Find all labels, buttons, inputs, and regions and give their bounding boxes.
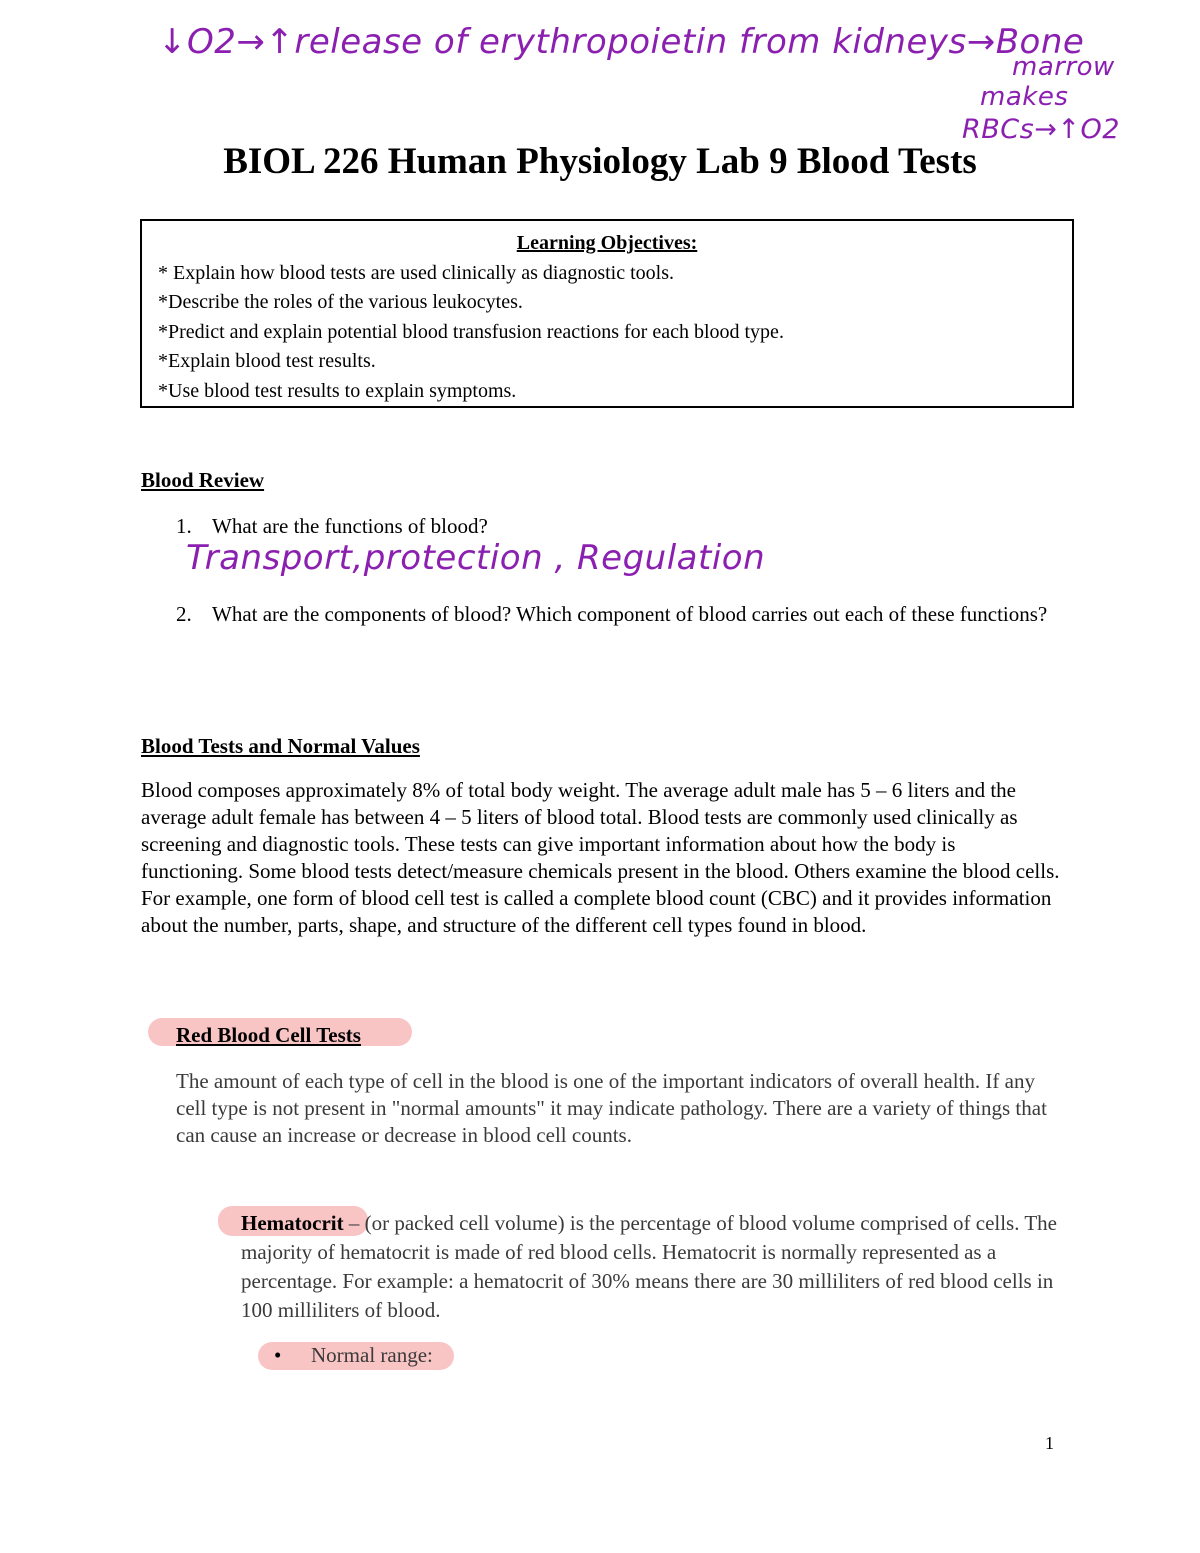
page-number: 1 xyxy=(1045,1433,1054,1453)
handwritten-note-line3: makes xyxy=(980,82,1069,112)
objective-item: *Explain blood test results. xyxy=(158,350,376,372)
rbc-tests-heading: Red Blood Cell Tests xyxy=(176,1023,361,1047)
question-2-number: 2. xyxy=(176,602,192,626)
blood-review-heading: Blood Review xyxy=(141,468,265,492)
objective-item: *Use blood test results to explain symptoms. xyxy=(158,379,517,402)
handwritten-note-line2: marrow xyxy=(1012,52,1115,82)
handwritten-note-line4: RBCs→↑O2 xyxy=(962,114,1120,145)
hematocrit-term: Hematocrit xyxy=(241,1211,344,1235)
question-2 xyxy=(176,600,1076,660)
rbc-tests-paragraph: The amount of each type of cell in the blood is one of the important indicators of overall health. If any cell type is not present in "normal amounts" it may indicate pathology. There are a variety of things that can cause an increase or decrease in blood cell counts. xyxy=(176,1069,1047,1147)
objective-item: * Explain how blood tests are used clinically as diagnostic tools. xyxy=(158,261,675,284)
blood-tests-paragraph: Blood composes approximately 8% of total body weight. The average adult male has 5 – 6 liters and the average adult female has between 4 – 5 liters of blood total. Blood tests are commonly used clinically as screening and diagnostic tools. These tests can give important information about how the body is functioning. Some blood tests detect/measure chemicals present in the blood. Others examine the blood cells. For example, one form of blood cell test is called a complete blood count (CBC) and it provides information about the number, parts, shape, and structure of the different cell types found in blood. xyxy=(141,778,1060,937)
objectives-heading: Learning Objectives: xyxy=(516,232,698,254)
question-2-text: What are the components of blood? Which component of blood carries out each of these functions? xyxy=(212,602,1048,626)
handwritten-answer-1: Transport,protection , Regulation xyxy=(186,538,766,578)
objective-item: *Predict and explain potential blood transfusion reactions for each blood type. xyxy=(158,320,784,343)
question-1-text: What are the functions of blood? xyxy=(212,514,488,538)
normal-range-label: Normal range: xyxy=(311,1343,433,1367)
learning-objectives-box xyxy=(140,219,1074,408)
bullet-dot: • xyxy=(274,1343,282,1367)
question-1-number: 1. xyxy=(176,514,192,538)
objective-item: *Describe the roles of the various leukocytes. xyxy=(158,291,523,313)
page-title: BIOL 226 Human Physiology Lab 9 Blood Tests xyxy=(223,141,977,182)
hematocrit-paragraph xyxy=(241,1209,1071,1325)
blood-tests-heading: Blood Tests and Normal Values xyxy=(141,734,420,758)
handwritten-note-line1: ↓O2→↑release of erythropoietin from kidneys→Bone xyxy=(158,22,1085,62)
hematocrit-definition: – (or packed cell volume) is the percentage of blood volume comprised of cells. The majority of hematocrit is made of red blood cells. Hematocrit is normally represented as a percentage. For example: a hematocrit of 30% means there are 30 milliliters of red blood cells in 100 milliliters of blood. xyxy=(241,1211,1057,1322)
